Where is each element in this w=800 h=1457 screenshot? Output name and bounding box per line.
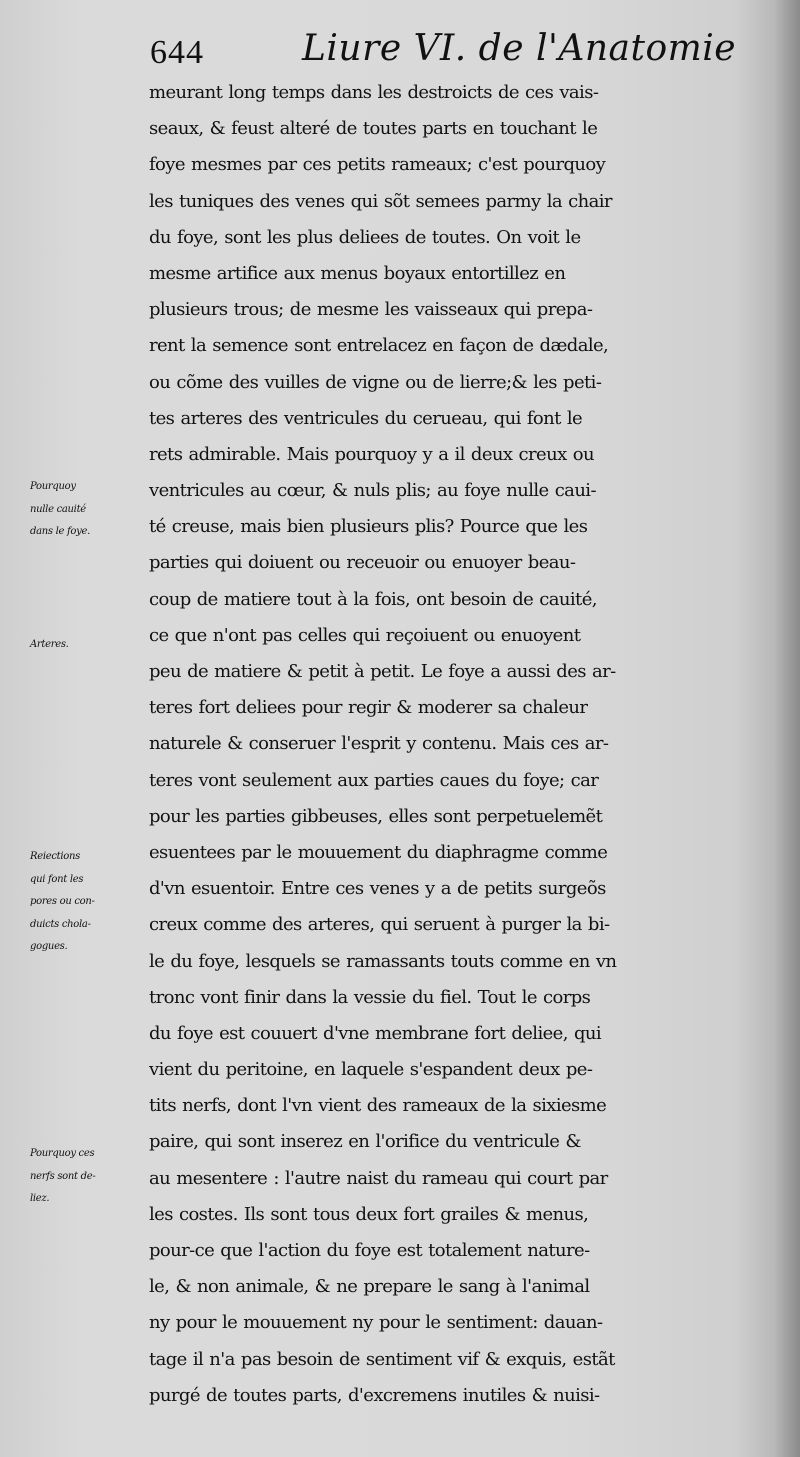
- margin-note: [30, 1143, 148, 1211]
- margin-note-line: gogues.: [30, 941, 68, 952]
- margin-note-line: Pourquoy: [30, 481, 76, 492]
- margin-note-line: nerfs sont de-: [30, 1170, 96, 1182]
- margin-note-line: Arteres.: [30, 639, 69, 650]
- text-line: d'vn esuentoir. Entre ces venes y a de petits surgeõs: [149, 878, 606, 900]
- body-text: [149, 75, 759, 1414]
- text-line: du foye, sont les plus deliees de toutes. On voit le: [149, 226, 581, 248]
- text-line: peu de matiere & petit à petit. Le foye a aussi des ar-: [149, 661, 616, 682]
- page-number: 644: [150, 34, 204, 71]
- text-line: ny pour le mouuement ny pour le sentiment: dauan-: [149, 1312, 603, 1334]
- text-line: meurant long temps dans les destroicts de ces vais-: [149, 82, 599, 103]
- margin-note-line: dans le foye.: [30, 526, 90, 537]
- margin-note-line: pores ou con-: [30, 896, 95, 907]
- margin-note: [30, 476, 148, 544]
- text-line: teres vont seulement aux parties caues du foye; car: [149, 769, 599, 791]
- running-title: Liure VI. de l'Anatomie: [302, 28, 737, 69]
- text-line: seaux, & feust alteré de toutes parts en touchant le: [149, 118, 598, 140]
- margin-note-line: nulle cauité: [30, 503, 86, 515]
- text-line: rets admirable. Mais pourquoy y a il deux creux ou: [149, 443, 594, 465]
- text-line: vient du peritoine, en laquele s'espandent deux pe-: [149, 1059, 593, 1081]
- margin-note-line: Reiections: [30, 851, 80, 862]
- margin-note-line: qui font les: [30, 873, 84, 885]
- text-line: foye mesmes par ces petits rameaux; c'est pourquoy: [149, 154, 606, 176]
- text-line: tage il n'a pas besoin de sentiment vif & exquis, estãt: [149, 1348, 615, 1370]
- margin-note-line: Pourquoy ces: [30, 1148, 95, 1159]
- text-line: les costes. Ils sont tous deux fort grailes & menus,: [149, 1203, 589, 1225]
- text-line: du foye est couuert d'vne membrane fort deliee, qui: [149, 1022, 602, 1044]
- text-line: ventricules au cœur, & nuls plis; au foye nulle caui-: [149, 480, 596, 502]
- text-line: coup de matiere tout à la fois, ont besoin de cauité,: [149, 588, 597, 610]
- text-line: ce que n'ont pas celles qui reçoiuent ou enuoyent: [149, 624, 581, 646]
- margin-note-line: liez.: [30, 1193, 50, 1204]
- text-line: esuentees par le mouuement du diaphragme comme: [149, 841, 608, 863]
- text-line: naturele & conseruer l'esprit y contenu. Mais ces ar-: [149, 733, 609, 755]
- margin-note: [30, 846, 148, 959]
- text-line: mesme artifice aux menus boyaux entortillez en: [149, 262, 566, 284]
- text-line: té creuse, mais bien plusieurs plis? Pource que les: [149, 516, 588, 538]
- margin-note: [30, 634, 148, 657]
- text-line: pour les parties gibbeuses, elles sont perpetuelemẽt: [149, 805, 603, 827]
- text-line: creux comme des arteres, qui seruent à purger la bi-: [149, 914, 610, 936]
- text-line: le du foye, lesquels se ramassants touts comme en vn: [149, 950, 617, 972]
- text-line: pour-ce que l'action du foye est totalement nature-: [149, 1240, 590, 1261]
- running-header: [150, 28, 750, 78]
- text-line: plusieurs trous; de mesme les vaisseaux qui prepa-: [149, 299, 593, 321]
- margin-note-line: duicts chola-: [30, 918, 91, 930]
- text-line: tits nerfs, dont l'vn vient des rameaux de la sixiesme: [149, 1095, 607, 1117]
- text-line: purgé de toutes parts, d'excremens inutiles & nuisi-: [149, 1384, 600, 1406]
- text-line: teres fort deliees pour regir & moderer sa chaleur: [149, 697, 588, 719]
- text-line: tes arteres des ventricules du cerueau, qui font le: [149, 407, 583, 429]
- text-line: rent la semence sont entrelacez en façon de dædale,: [149, 335, 609, 357]
- text-line: paire, qui sont inserez en l'orifice du ventricule &: [149, 1131, 581, 1153]
- text-line: le, & non animale, & ne prepare le sang à l'animal: [149, 1276, 590, 1298]
- text-line: ou cõme des vuilles de vigne ou de lierre;& les peti-: [149, 371, 602, 393]
- text-line: tronc vont finir dans la vessie du fiel. Tout le corps: [149, 986, 591, 1008]
- text-line: au mesentere : l'autre naist du rameau qui court par: [149, 1167, 608, 1189]
- text-line: les tuniques des venes qui sõt semees parmy la chair: [149, 190, 612, 212]
- page-edge-shadow: [774, 0, 800, 1457]
- text-line: parties qui doiuent ou receuoir ou enuoyer beau-: [149, 552, 576, 574]
